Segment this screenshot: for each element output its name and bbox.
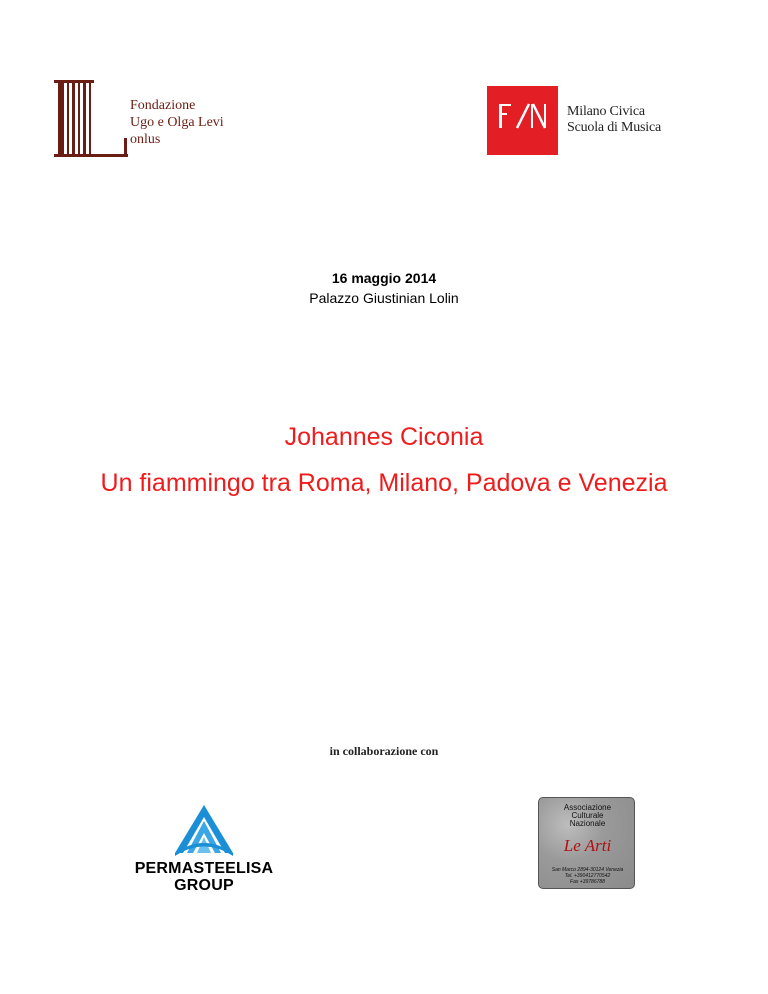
event-venue: Palazzo Giustinian Lolin [309,290,459,306]
permasteelisa-arch-icon [171,803,237,859]
fm-mark-icon [487,86,558,155]
le-arti-assoc-line-3: Nazionale [569,819,606,828]
event-title [0,419,768,501]
milano-civica-logo [487,86,697,156]
levi-line-1: Fondazione [130,98,196,113]
le-arti-assoc-line-2: Culturale [571,811,604,820]
permasteelisa-logo [116,803,292,895]
event-date: 16 maggio 2014 [331,270,437,286]
title-main: Johannes Ciconia [284,423,484,451]
levi-line-2: Ugo e Olga Levi [130,115,224,130]
le-arti-assoc-line-1: Associazione [563,803,612,812]
le-arti-name: Le Arti [563,836,612,855]
le-arti-fax: Fax +39786788 [570,879,605,885]
le-arti-association [539,804,635,828]
le-arti-logo [538,797,635,889]
event-info [0,268,768,308]
levi-line-3: onlus [130,132,161,147]
permasteelisa-line-1: PERMASTEELISA [134,860,274,877]
milano-logo-text [567,104,661,136]
levi-l-mark-icon [54,80,130,160]
milano-line-1: Milano Civica [567,104,645,119]
collaboration-label: in collaborazione con [329,744,439,758]
fondazione-levi-logo [54,80,254,160]
levi-logo-text [130,97,224,148]
permasteelisa-text [116,860,292,894]
title-subtitle: Un fiammingo tra Roma, Milano, Padova e Venezia [100,469,668,497]
milano-line-2: Scuola di Musica [567,120,662,135]
le-arti-contacts [539,867,635,885]
le-arti-address: San Marco 2894-30124 Venezia [551,867,624,873]
permasteelisa-line-2: GROUP [174,877,234,894]
le-arti-tel: Tel. +390412770542 [564,873,611,879]
